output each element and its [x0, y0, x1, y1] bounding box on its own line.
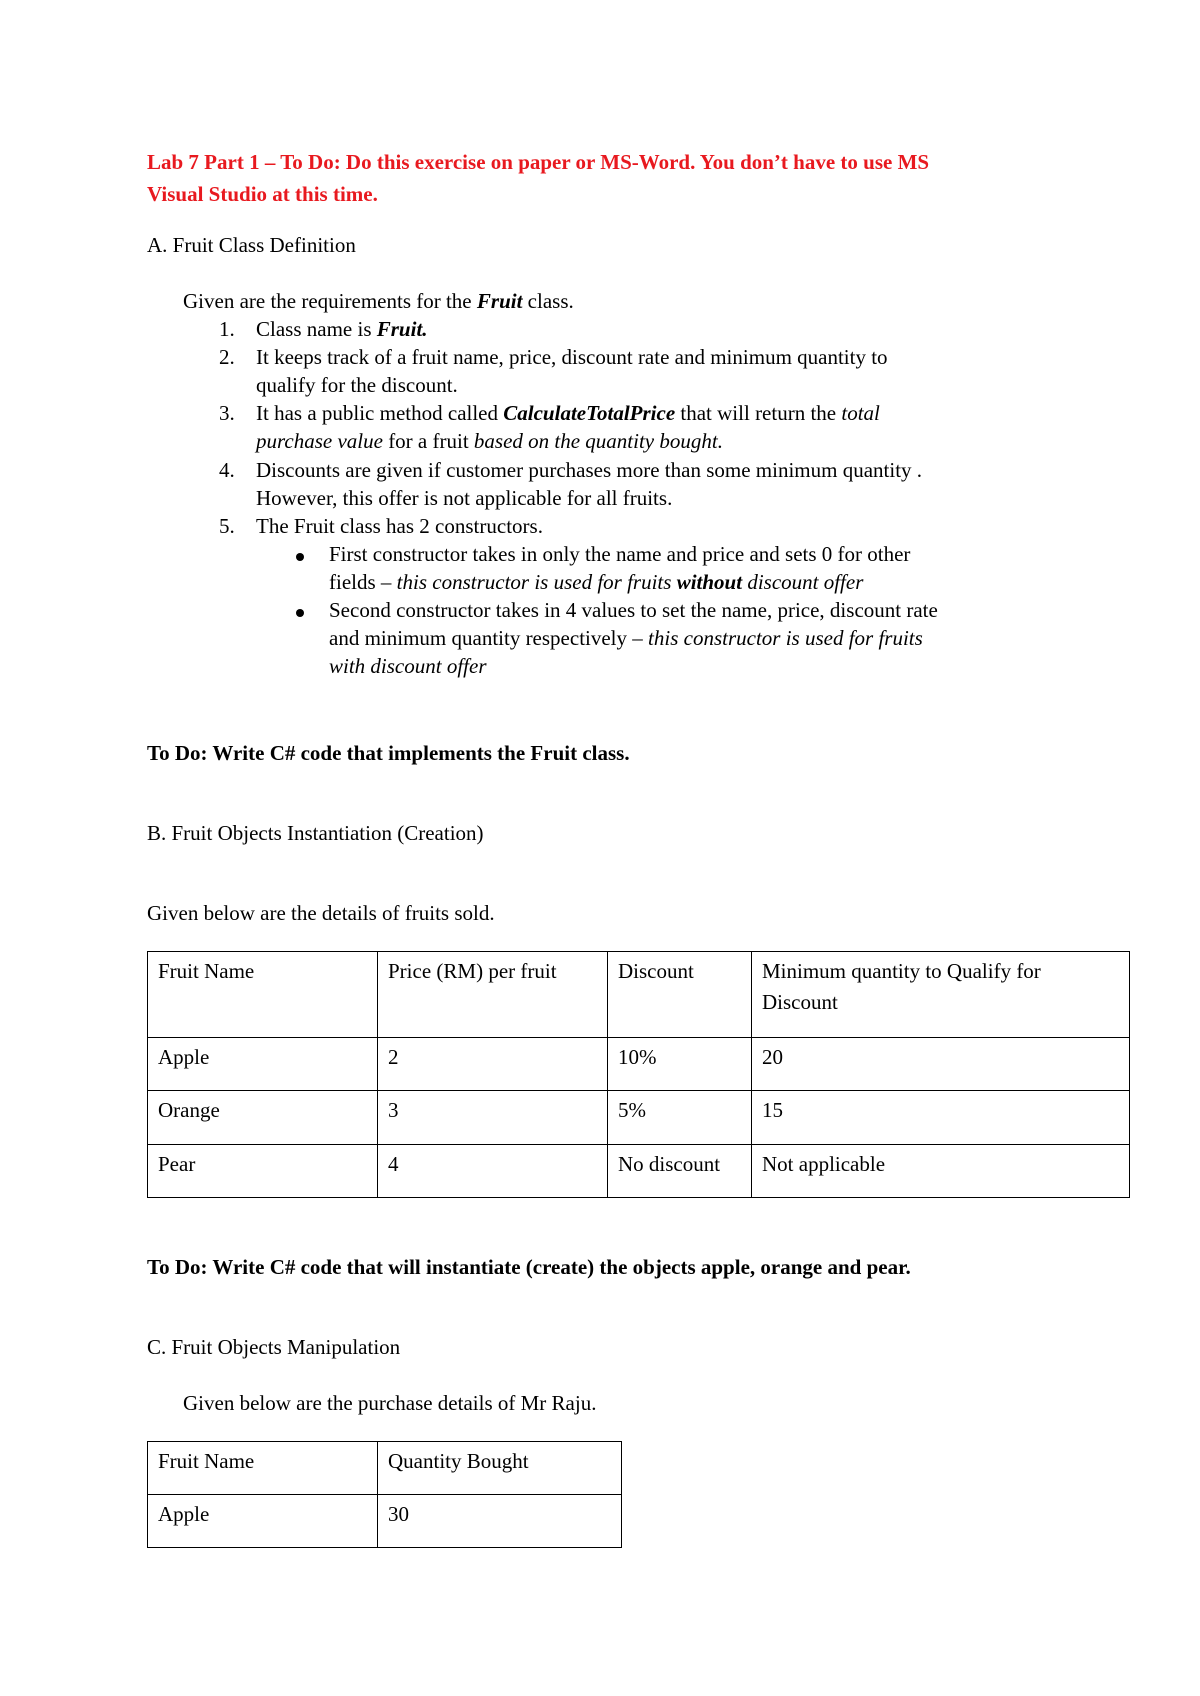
- lab-title-line-2: Visual Studio at this time.: [147, 182, 378, 206]
- table-cell: Apple: [148, 1495, 378, 1548]
- table-cell: Not applicable: [752, 1145, 1130, 1198]
- bullet-item-continuation: with discount offer: [329, 654, 487, 678]
- table-header-row: [148, 952, 1130, 1038]
- list-item-number: 2.: [219, 345, 235, 369]
- table-header-cell: Fruit Name: [148, 952, 378, 1038]
- table-cell: 2: [378, 1038, 608, 1091]
- bullet-icon: [296, 553, 304, 561]
- table-cell: Pear: [148, 1145, 378, 1198]
- table-row: [148, 1145, 1130, 1198]
- list-item: It has a public method called CalculateTotalPrice that will return the total: [256, 401, 880, 425]
- table-cell: Apple: [148, 1038, 378, 1091]
- section-c-heading: C. Fruit Objects Manipulation: [147, 1335, 401, 1359]
- table-header-row: [148, 1442, 622, 1495]
- table-cell: 20: [752, 1038, 1130, 1091]
- table-cell: No discount: [608, 1145, 752, 1198]
- table-cell: Orange: [148, 1091, 378, 1145]
- table-cell: 5%: [608, 1091, 752, 1145]
- list-item: The Fruit class has 2 constructors.: [256, 514, 543, 538]
- table-cell: 3: [378, 1091, 608, 1145]
- bullet-item-continuation: fields – this constructor is used for fruits without discount offer: [329, 570, 864, 594]
- purchase-details-table: [147, 1441, 622, 1548]
- list-item-continuation: qualify for the discount.: [256, 373, 458, 397]
- list-item-continuation: purchase value for a fruit based on the quantity bought.: [256, 429, 723, 453]
- list-item: Discounts are given if customer purchases more than some minimum quantity .: [256, 458, 923, 482]
- table-cell: 4: [378, 1145, 608, 1198]
- list-item: Class name is Fruit.: [256, 317, 428, 341]
- table-cell: 30: [378, 1495, 622, 1548]
- table-row: [148, 1495, 622, 1548]
- bullet-icon: [296, 609, 304, 617]
- bullet-item: First constructor takes in only the name and price and sets 0 for other: [329, 542, 911, 566]
- list-item: It keeps track of a fruit name, price, discount rate and minimum quantity to: [256, 345, 888, 369]
- section-a-heading: A. Fruit Class Definition: [147, 233, 356, 257]
- fruit-details-table: [147, 951, 1130, 1198]
- list-item-continuation: However, this offer is not applicable for all fruits.: [256, 486, 673, 510]
- bullet-item: Second constructor takes in 4 values to set the name, price, discount rate: [329, 598, 938, 622]
- section-c-intro: Given below are the purchase details of Mr Raju.: [183, 1391, 597, 1415]
- section-b-heading: B. Fruit Objects Instantiation (Creation): [147, 821, 484, 845]
- table-cell: 15: [752, 1091, 1130, 1145]
- section-b-intro: Given below are the details of fruits sold.: [147, 901, 495, 925]
- list-item-number: 3.: [219, 401, 235, 425]
- section-a-intro: Given are the requirements for the Fruit class.: [183, 289, 574, 313]
- table-header-cell: Fruit Name: [148, 1442, 378, 1495]
- todo-b: To Do: Write C# code that will instantiate (create) the objects apple, orange and pear.: [147, 1255, 911, 1279]
- list-item-number: 5.: [219, 514, 235, 538]
- lab-title-line-1: Lab 7 Part 1 – To Do: Do this exercise on paper or MS-Word. You don’t have to use MS: [147, 150, 930, 174]
- list-item-number: 4.: [219, 458, 235, 482]
- table-header-cell: Minimum quantity to Qualify for Discount: [752, 952, 1130, 1038]
- table-header-cell: Discount: [608, 952, 752, 1038]
- todo-a: To Do: Write C# code that implements the Fruit class.: [147, 741, 630, 765]
- table-header-cell: Quantity Bought: [378, 1442, 622, 1495]
- table-row: [148, 1091, 1130, 1145]
- list-item-number: 1.: [219, 317, 235, 341]
- bullet-item-continuation: and minimum quantity respectively – this constructor is used for fruits: [329, 626, 923, 650]
- table-header-cell: Price (RM) per fruit: [378, 952, 608, 1038]
- table-row: [148, 1038, 1130, 1091]
- table-cell: 10%: [608, 1038, 752, 1091]
